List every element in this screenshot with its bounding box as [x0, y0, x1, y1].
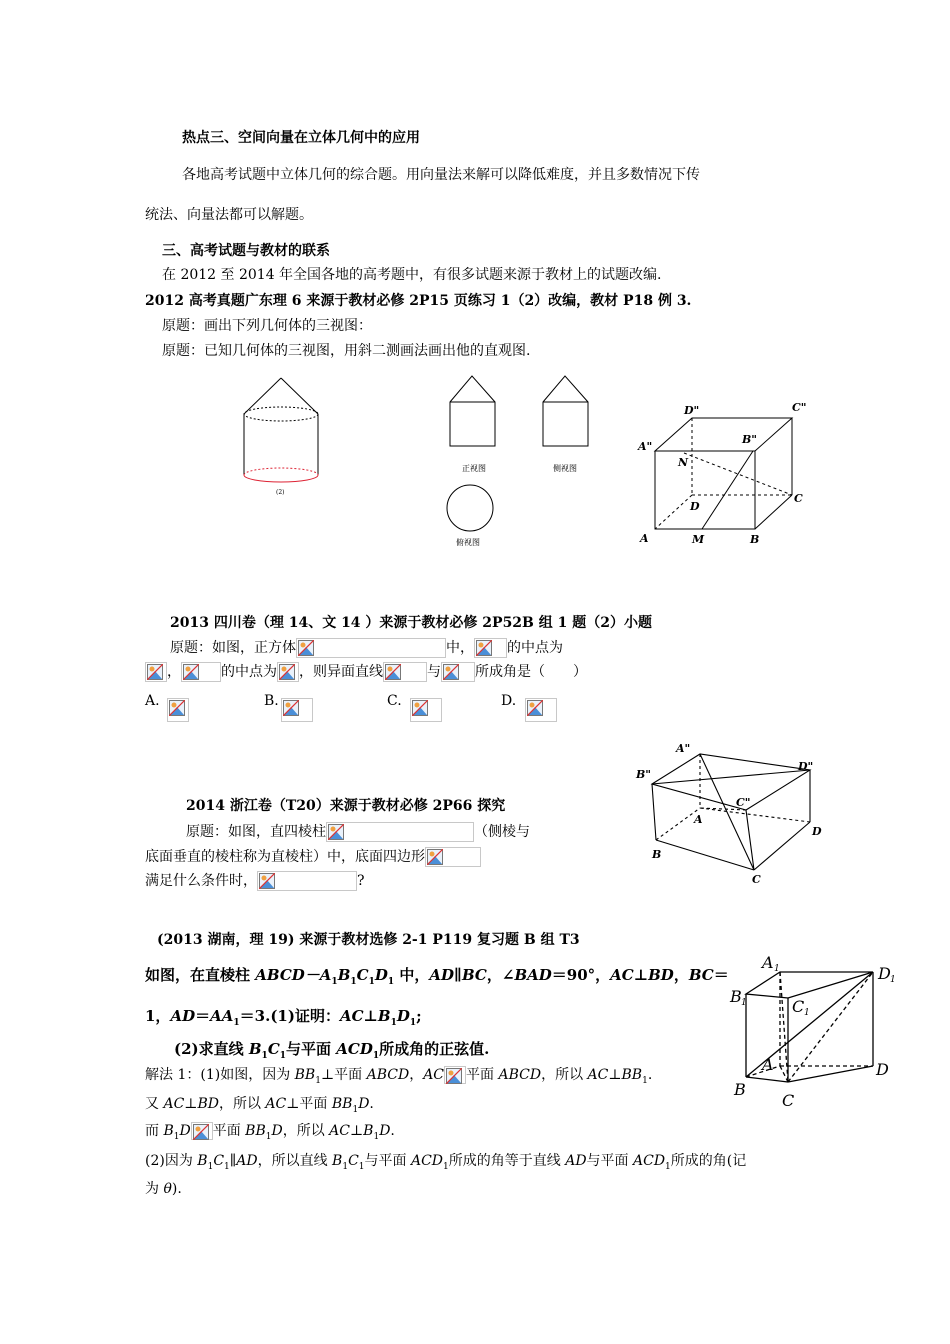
broken-image: [191, 1122, 213, 1140]
guangdong-title: 2012 高考真题广东理 6 来源于教材必修 2P15 页练习 1（2）改编，教材 P18 例 3.: [145, 293, 692, 309]
text: 原题：如图，正方体: [170, 640, 296, 656]
text: ⊥平面: [320, 1067, 367, 1083]
label-b: B: [734, 1080, 746, 1099]
math: AC⊥BD: [163, 1096, 219, 1112]
solution-line-2: [145, 1095, 374, 1119]
math: ACD: [336, 1040, 373, 1058]
label-c: C: [794, 492, 803, 505]
math: AD: [170, 1007, 196, 1025]
text: 所成角是（ ）: [475, 664, 587, 680]
broken-image: [257, 871, 357, 891]
math: D: [271, 1123, 283, 1139]
text: ，则异面直线: [299, 664, 383, 680]
hunan-line-1: [145, 966, 729, 991]
math: B: [248, 1040, 262, 1058]
math: D: [179, 1123, 191, 1139]
paragraph-line: 各地高考试题中立体几何的综合题。用向量法来解可以降低难度，并且多数情况下传: [182, 167, 700, 183]
solution-line-1: [145, 1066, 652, 1090]
text: ，∠: [486, 966, 515, 984]
text: 而: [145, 1123, 164, 1139]
broken-image: [525, 698, 557, 722]
math: BC: [688, 966, 714, 984]
broken-image: [383, 662, 427, 682]
label-b: B: [750, 533, 760, 546]
math: C: [213, 1153, 225, 1169]
text: (2)因为: [145, 1153, 198, 1169]
text: ＝3.(1)证明：: [239, 1007, 340, 1025]
label-a: A: [762, 1055, 774, 1074]
math: ACD: [633, 1153, 666, 1169]
text: 与: [427, 664, 441, 680]
original-problem-1: 原题：画出下列几何体的三视图：: [162, 318, 372, 334]
math: AD: [236, 1153, 258, 1169]
label-d2: D": [684, 404, 700, 417]
hunan-title: (2013 湖南，理 19) 来源于教材选修 2-1 P119 复习题 B 组 T3: [157, 932, 580, 948]
math: B: [197, 1153, 208, 1169]
label-b2: B": [742, 433, 758, 446]
sichuan-title: 2013 四川卷（理 14、文 14 ）来源于教材必修 2P52B 组 1 题（2）小题: [170, 615, 652, 631]
prism-figure-hunan: [728, 952, 908, 1112]
text: 中，: [446, 640, 474, 656]
text: 满足什么条件时，: [145, 873, 257, 889]
text: 的中点为: [507, 640, 563, 656]
broken-image: [181, 662, 221, 682]
text: ⊥平面: [286, 1096, 332, 1112]
text: ).: [171, 1181, 182, 1197]
subscript: 1: [372, 1051, 380, 1061]
text: 为: [145, 1181, 164, 1197]
math: ABCD: [366, 1067, 410, 1083]
subscript: 1: [358, 1161, 365, 1172]
text: （侧棱与: [474, 824, 530, 840]
subscript: 1: [315, 1075, 321, 1086]
subscript: 1: [279, 1051, 287, 1061]
broken-image: [425, 847, 481, 867]
math: AD: [565, 1153, 587, 1169]
subscript: 1: [352, 1104, 359, 1115]
zhejiang-title: 2014 浙江卷（T20）来源于教材必修 2P66 探究: [186, 798, 506, 814]
math: AD∥BC: [429, 966, 487, 984]
text: 的中点为: [221, 664, 277, 680]
math: C: [348, 1153, 359, 1169]
broken-image: [296, 638, 446, 658]
sichuan-line-1: [170, 638, 563, 658]
subscript: 1: [261, 1051, 268, 1061]
label-d: D: [690, 500, 700, 513]
option-label: D.: [501, 693, 517, 709]
subscript: 1: [642, 1075, 648, 1086]
option-label: B.: [264, 693, 279, 709]
label-b2: B": [636, 768, 652, 781]
label-a2: A": [638, 440, 653, 453]
label-d1-sub: 1: [890, 975, 896, 985]
label-c: C: [752, 873, 761, 886]
zhejiang-line-2: [145, 847, 481, 867]
label-b1-sub: 1: [741, 998, 747, 1008]
option-b: [264, 692, 279, 710]
math: BB: [294, 1067, 316, 1083]
option-c: [387, 692, 402, 710]
label-b1: B: [730, 987, 742, 1006]
math: B: [337, 966, 351, 984]
side-view-label: 侧视图: [553, 464, 577, 473]
text: 解法 1：(1)如图，因为: [145, 1067, 295, 1083]
subscript: 1: [390, 1018, 397, 1028]
text: ，: [673, 966, 689, 984]
subscript: 1: [387, 977, 395, 987]
label-c: C: [782, 1091, 795, 1110]
zhejiang-line-1: [186, 822, 530, 842]
math: ABCD: [498, 1067, 542, 1083]
subscript: 1: [265, 1131, 272, 1142]
text: 所成角的正弦值.: [379, 1040, 490, 1058]
text: 所成的角等于直线: [448, 1153, 566, 1169]
label-a1: A: [762, 953, 774, 972]
math: AC⊥B: [339, 1007, 391, 1025]
broken-image: [410, 698, 442, 722]
math: BB: [245, 1123, 266, 1139]
label-d2: D": [798, 760, 814, 773]
figure-caption: (2): [276, 489, 285, 496]
text: 如图，在直棱柱: [145, 966, 256, 984]
math: ABCD－A: [255, 966, 332, 984]
label-b: B: [652, 848, 662, 861]
text: 所成的角(记: [670, 1153, 747, 1169]
text: 与平面: [586, 1153, 633, 1169]
label-m: M: [692, 533, 705, 546]
broken-image: [277, 662, 299, 682]
intro-line: 在 2012 至 2014 年全国各地的高考题中，有很多试题来源于教材上的试题改编.: [162, 267, 662, 283]
math: B: [332, 1153, 343, 1169]
math: D: [396, 1007, 410, 1025]
text: ，所以: [541, 1067, 588, 1083]
label-a: A: [694, 813, 703, 826]
broken-image: [326, 822, 474, 842]
text: ＝: [713, 966, 729, 984]
zhejiang-line-3: [145, 871, 365, 891]
label-d: D: [876, 1060, 889, 1079]
sichuan-line-2: [145, 662, 587, 682]
front-view-label: 正视图: [462, 464, 486, 473]
text: 中，: [394, 966, 430, 984]
label-c1: C: [792, 997, 805, 1016]
subscript: 1: [173, 1131, 180, 1142]
text: ;: [416, 1007, 422, 1025]
text: 又: [145, 1096, 164, 1112]
option-d: [501, 692, 516, 710]
subscript: 1: [368, 977, 375, 987]
label-d: D: [812, 825, 822, 838]
math: C: [356, 966, 369, 984]
subscript: 1: [409, 1018, 417, 1028]
text: ＝: [195, 1007, 211, 1025]
text: .: [647, 1067, 653, 1083]
subscript: 1: [207, 1161, 214, 1172]
math: AC⊥BB: [587, 1067, 643, 1083]
math: AC: [265, 1096, 287, 1112]
cone-cylinder-figure: [236, 372, 326, 502]
label-c2: C": [792, 401, 807, 414]
subscript: 1: [331, 977, 338, 987]
label-a1-sub: 1: [774, 964, 780, 974]
text: ?: [357, 873, 365, 889]
text: ，: [409, 1067, 424, 1083]
math: ACD: [410, 1153, 444, 1169]
text: 平面: [212, 1123, 246, 1139]
cube-figure-mn: [632, 395, 817, 555]
option-label: A.: [145, 693, 160, 709]
text: 1，: [145, 1007, 171, 1025]
three-view-figure: [430, 370, 605, 550]
text: 平面: [466, 1067, 499, 1083]
subscript: 1: [443, 1161, 449, 1172]
text: (2)求直线: [174, 1040, 249, 1058]
solution-line-4: [145, 1152, 746, 1176]
hunan-line-2: [145, 1007, 422, 1032]
math: D: [358, 1096, 370, 1112]
text: ，所以直线: [257, 1153, 333, 1169]
math: C: [267, 1040, 280, 1058]
option-label: C.: [387, 693, 402, 709]
subscript: 1: [665, 1161, 671, 1172]
broken-image: [145, 662, 167, 682]
text: 与平面: [286, 1040, 337, 1058]
label-c1-sub: 1: [804, 1008, 810, 1018]
math: BAD: [514, 966, 552, 984]
prism-figure-zhejiang: [632, 740, 832, 888]
hunan-line-3: [174, 1040, 489, 1065]
option-a: [145, 692, 160, 710]
label-a: A: [640, 532, 649, 545]
text: ，所以: [218, 1096, 266, 1112]
math: AC: [423, 1067, 445, 1083]
math: θ: [163, 1181, 172, 1197]
broken-image: [281, 698, 313, 722]
top-view-label: 俯视图: [456, 538, 480, 547]
subscript: 1: [350, 977, 357, 987]
text: .: [369, 1096, 374, 1112]
label-a2: A": [676, 742, 691, 755]
subscript: 1: [233, 1018, 240, 1028]
solution-line-5: [145, 1180, 182, 1198]
solution-line-3: 而 $B_1D$ 平面 $BB_1D$，所以 $AC\perp B_1D$.: [145, 1123, 395, 1142]
broken-image: [474, 638, 507, 658]
math: BB: [331, 1096, 353, 1112]
label-n: N: [678, 456, 689, 469]
math: AC⊥BD: [610, 966, 674, 984]
math: D: [379, 1123, 391, 1139]
text: ，所以: [282, 1123, 330, 1139]
text: ∥: [229, 1153, 237, 1169]
text: ，: [167, 664, 181, 680]
math: AA: [210, 1007, 234, 1025]
broken-image: [167, 698, 189, 722]
section-title-3: 三、高考试题与教材的联系: [162, 243, 330, 259]
original-problem-2: 原题：已知几何体的三视图，用斜二测画法画出他的直观图.: [162, 343, 531, 359]
label-c2: C": [736, 796, 751, 809]
broken-image: [444, 1066, 466, 1084]
subscript: 1: [373, 1131, 380, 1142]
text: ＝90°，: [551, 966, 611, 984]
math: AC⊥B: [329, 1123, 374, 1139]
math: B: [163, 1123, 174, 1139]
paragraph-line: 统法、向量法都可以解题。: [145, 207, 313, 223]
section-title-hotspot3: 热点三、空间向量在立体几何中的应用: [182, 130, 420, 146]
text: 与平面: [364, 1153, 411, 1169]
broken-image: [441, 662, 475, 682]
text: 底面垂直的棱柱称为直棱柱）中，底面四边形: [145, 849, 425, 865]
subscript: 1: [224, 1161, 230, 1172]
label-d1: D: [878, 964, 891, 983]
subscript: 1: [342, 1161, 349, 1172]
math: D: [374, 966, 388, 984]
text: 原题：如图，直四棱柱: [186, 824, 326, 840]
